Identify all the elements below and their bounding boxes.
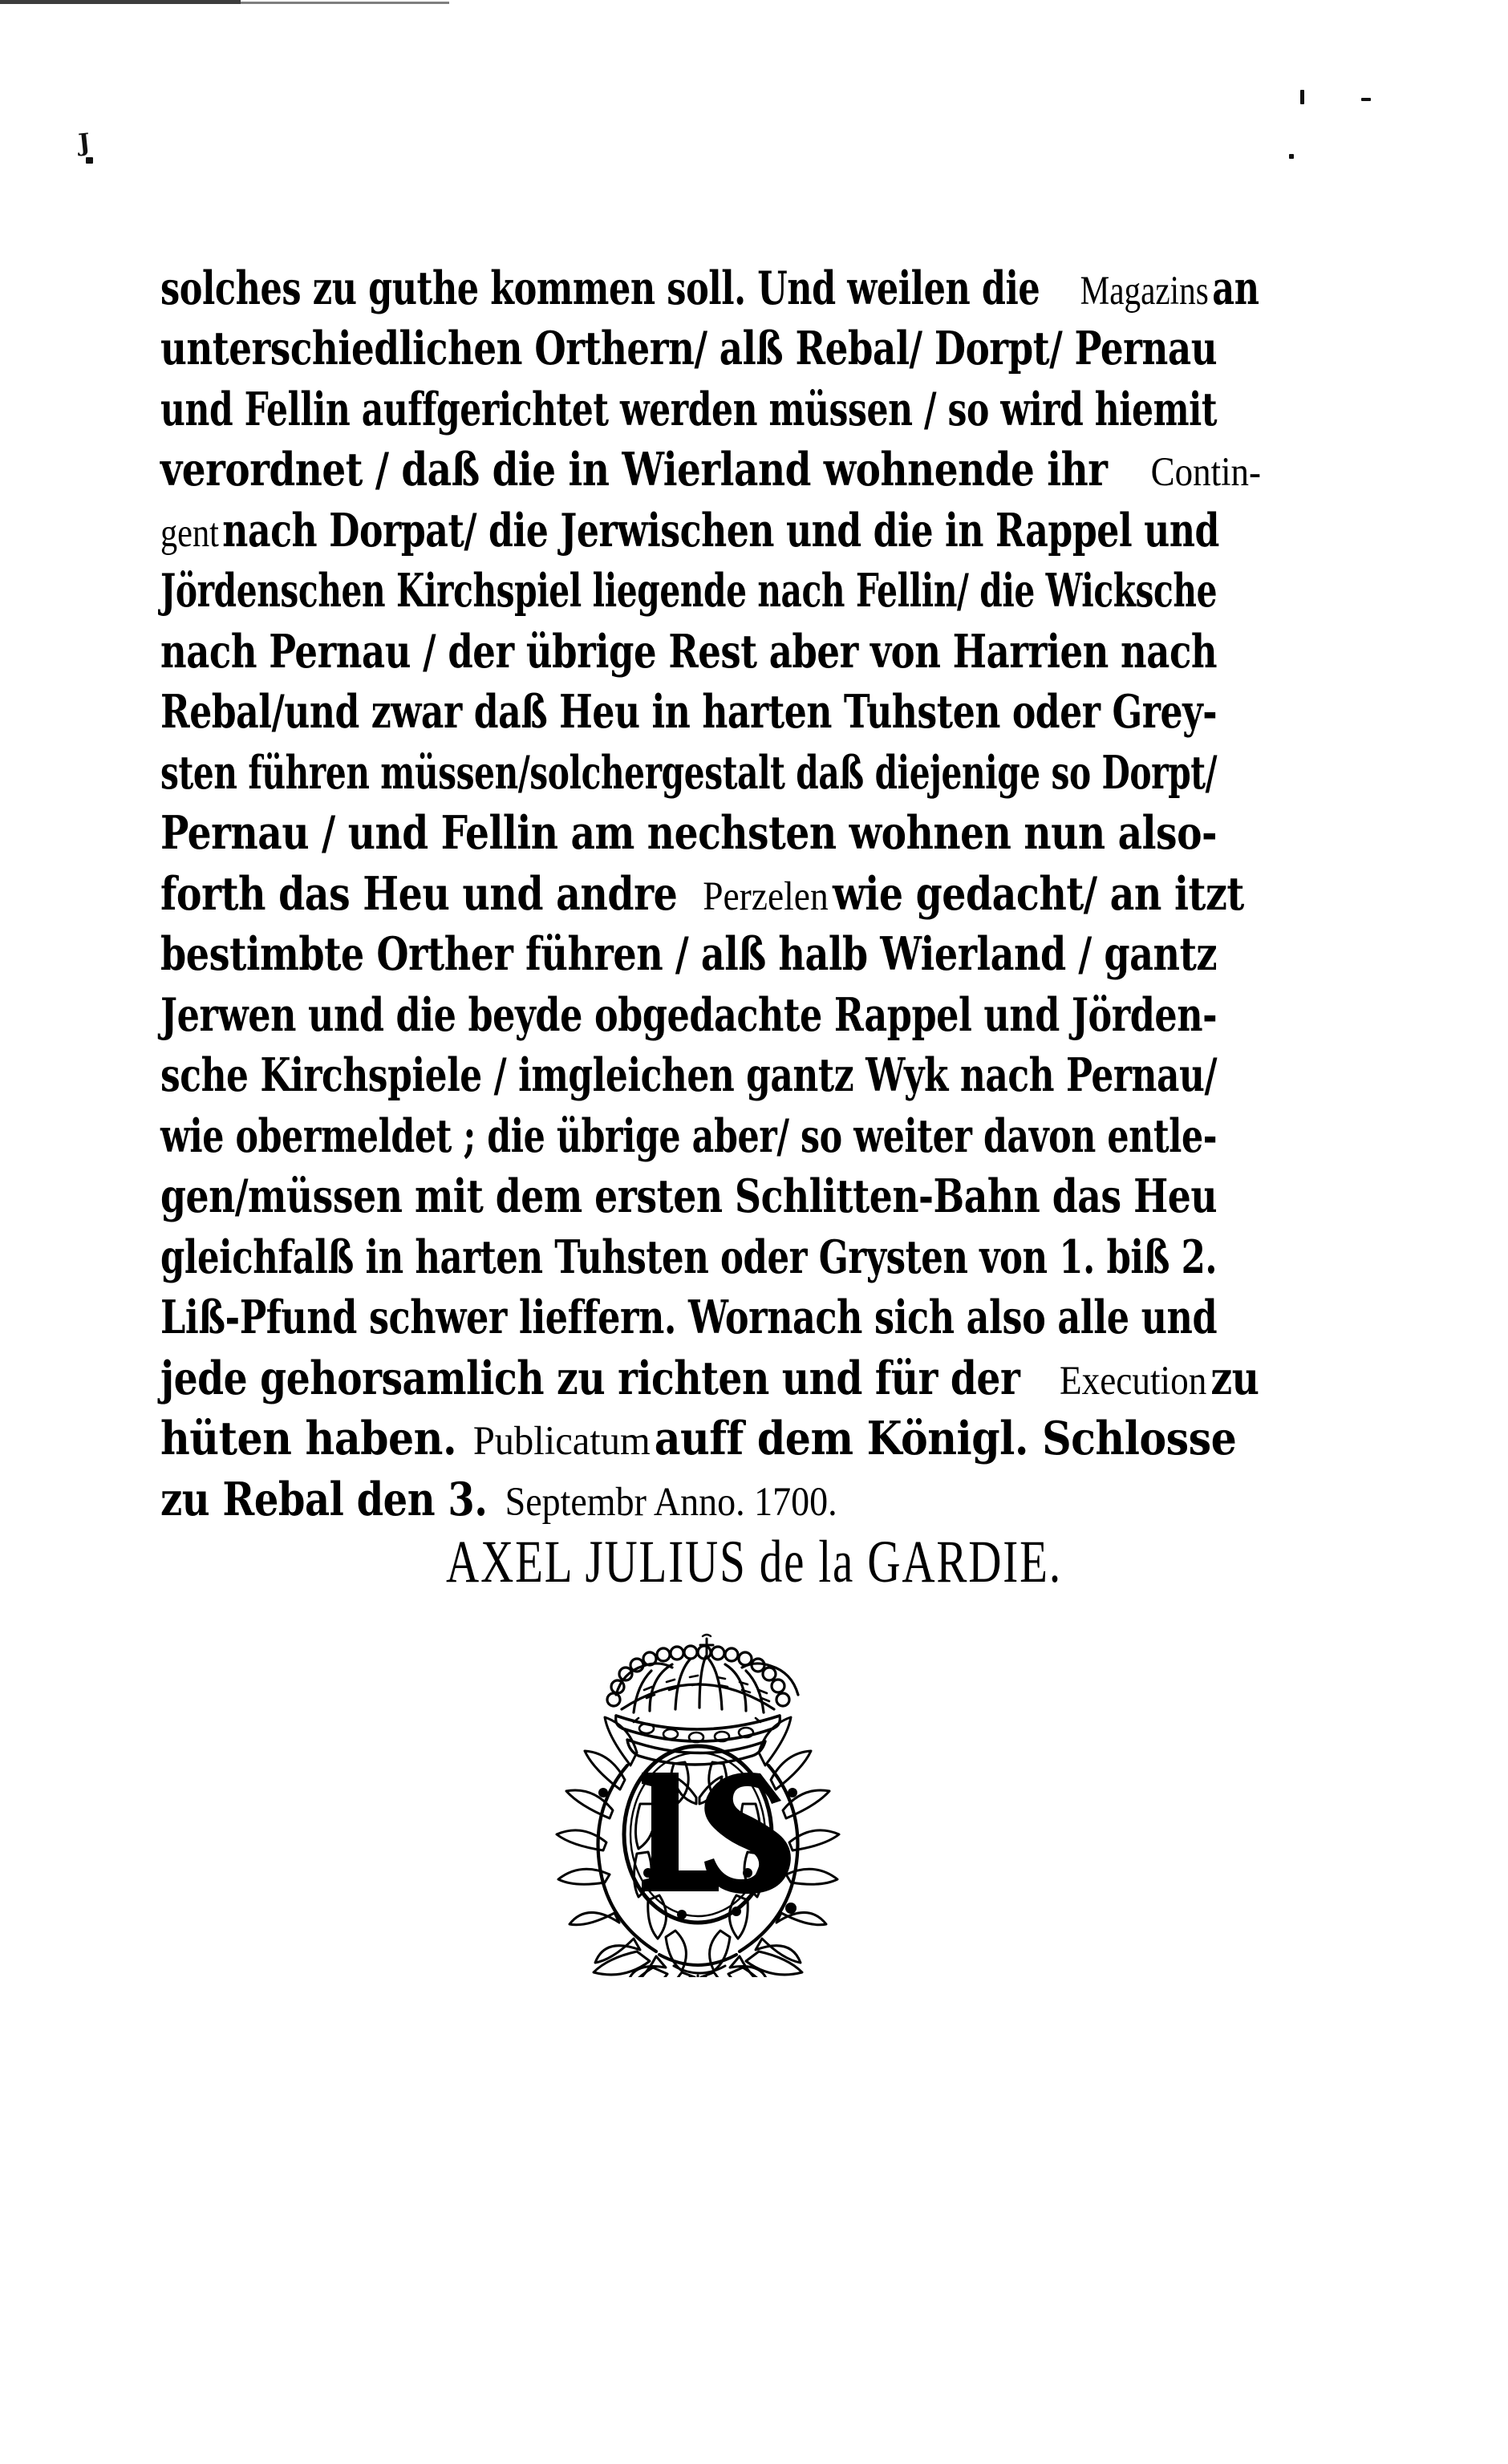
text-line-content (160, 926, 1261, 981)
text-line (160, 499, 1275, 560)
text-line-content (160, 1229, 1261, 1284)
text-line (160, 802, 1275, 863)
fraktur-word-run: hüten haben. (160, 1411, 457, 1465)
text-line-content (160, 563, 1261, 618)
margin-annotation-mark: J (77, 128, 91, 158)
text-line (160, 1044, 1275, 1105)
fraktur-word-run: nach Dorpat/ die Jerwischen und die in Rappel und (222, 502, 1220, 557)
fraktur-word-run: wie obermeldet ; die übrige aber/ so weiter davon entle‐ (160, 1108, 1218, 1163)
antiqua-word-run: Execution (1060, 1357, 1207, 1403)
fraktur-word-run: sten führen müssen/solchergestalt daß diejenige so Dorpt/ (160, 744, 1218, 800)
scan-edge-artifact-secondary (241, 2, 449, 4)
text-line (160, 620, 1275, 681)
text-line (160, 862, 1275, 923)
fraktur-word-run: Rebal/und zwar daß Heu in harten Tuhsten oder Grey‐ (160, 684, 1218, 739)
scan-speck (1289, 154, 1294, 159)
fraktur-word-run: zu (1210, 1350, 1259, 1405)
text-line (160, 560, 1275, 621)
scan-edge-artifact (0, 0, 241, 4)
text-line-content (160, 381, 1261, 436)
text-line-content (160, 623, 1261, 679)
text-line-content (160, 321, 1261, 375)
text-line (160, 923, 1275, 984)
fraktur-word-run: gleichfalß in harten Tuhsten oder Grysten von 1. biß 2. (160, 1229, 1218, 1284)
text-line (160, 1468, 1275, 1529)
antiqua-word-run: Magazins (1080, 267, 1209, 313)
fraktur-word-run: unterschiedlichen Orthern/ alß Rebal/ Dorpt/ Pernau (160, 321, 1218, 375)
fraktur-word-run: forth das Heu und andre (160, 865, 678, 921)
fraktur-word-run: Pernau / und Fellin am nechsten wohnen nun also‐ (160, 805, 1218, 860)
antiqua-word-run: Perzelen (703, 873, 829, 918)
text-line-content (160, 1350, 1261, 1405)
antiqua-word-run: Contin- (1150, 449, 1261, 495)
fraktur-word-run: jede gehorsamlich zu richten und für der (160, 1350, 1020, 1405)
fraktur-word-run: Liß-Pfund schwer lieffern. Wornach sich also alle und (160, 1290, 1218, 1344)
text-line (160, 378, 1275, 439)
royal-seal-crowned-ls-monogram (553, 1632, 906, 1977)
fraktur-word-run: bestimbte Orther führen / alß halb Wierland / gantz (160, 926, 1218, 981)
fraktur-word-run: zu Rebal den 3. (160, 1471, 488, 1526)
fraktur-word-run: sche Kirchspiele / imgleichen gantz Wyk nach Pernau/ (160, 1048, 1218, 1102)
fraktur-word-run: nach Pernau / der übrige Rest aber von Harrien nach (160, 623, 1218, 679)
fraktur-word-run: auff dem Königl. Schlosse (655, 1411, 1237, 1465)
text-line-content (160, 1411, 1261, 1465)
text-line-content (160, 684, 1261, 739)
antiqua-word-run: gent (160, 509, 219, 555)
text-line-content (160, 1048, 1261, 1102)
fraktur-word-run: Jördenschen Kirchspiel liegende nach Fellin/ die Wicksche (160, 563, 1218, 618)
text-line (160, 257, 1275, 318)
scan-speck (86, 157, 93, 164)
antiqua-word-run: Septembr Anno. 1700. (505, 1478, 837, 1524)
text-line-content (160, 442, 1261, 496)
text-line (160, 983, 1275, 1044)
text-line (160, 1347, 1275, 1408)
signatory-name: AXEL JULIUS de la GARDIE. (446, 1529, 1062, 1596)
text-line (160, 439, 1275, 500)
fraktur-word-run: solches zu guthe kommen soll. Und weilen die (160, 260, 1040, 315)
text-line (160, 681, 1275, 742)
fraktur-word-run: an (1212, 260, 1259, 315)
text-line-content (160, 1108, 1261, 1163)
scan-speck (1300, 90, 1304, 104)
text-line (160, 1408, 1275, 1469)
fraktur-word-run: wie gedacht/ an itzt (832, 865, 1244, 921)
text-line-content (160, 1290, 1261, 1344)
text-line-content (160, 744, 1261, 800)
text-line-content (160, 865, 1261, 921)
text-line (160, 1287, 1275, 1348)
text-line-content (160, 987, 1261, 1042)
text-line (160, 318, 1275, 379)
text-line-content (160, 805, 1261, 860)
text-line (160, 1165, 1275, 1226)
antiqua-word-run: Publicatum (472, 1418, 651, 1464)
fraktur-word-run: Jerwen und die beyde obgedachte Rappel und Jörden‐ (160, 987, 1218, 1042)
fraktur-word-run: verordnet / daß die in Wierland wohnende ihr (160, 442, 1108, 496)
text-line (160, 741, 1275, 802)
scan-speck (1361, 98, 1371, 101)
text-line (160, 1104, 1275, 1165)
text-line (160, 1226, 1275, 1287)
fraktur-word-run: und Fellin auffgerichtet werden müssen / so wird hiemit (160, 381, 1218, 436)
text-line-content (160, 260, 1261, 315)
text-line-content (160, 502, 1261, 557)
document-body-text (160, 257, 1275, 1529)
fraktur-word-run: gen/müssen mit dem ersten Schlitten-Bahn das Heu (160, 1169, 1218, 1223)
text-line-content (160, 1471, 837, 1526)
text-line-content (160, 1169, 1261, 1223)
